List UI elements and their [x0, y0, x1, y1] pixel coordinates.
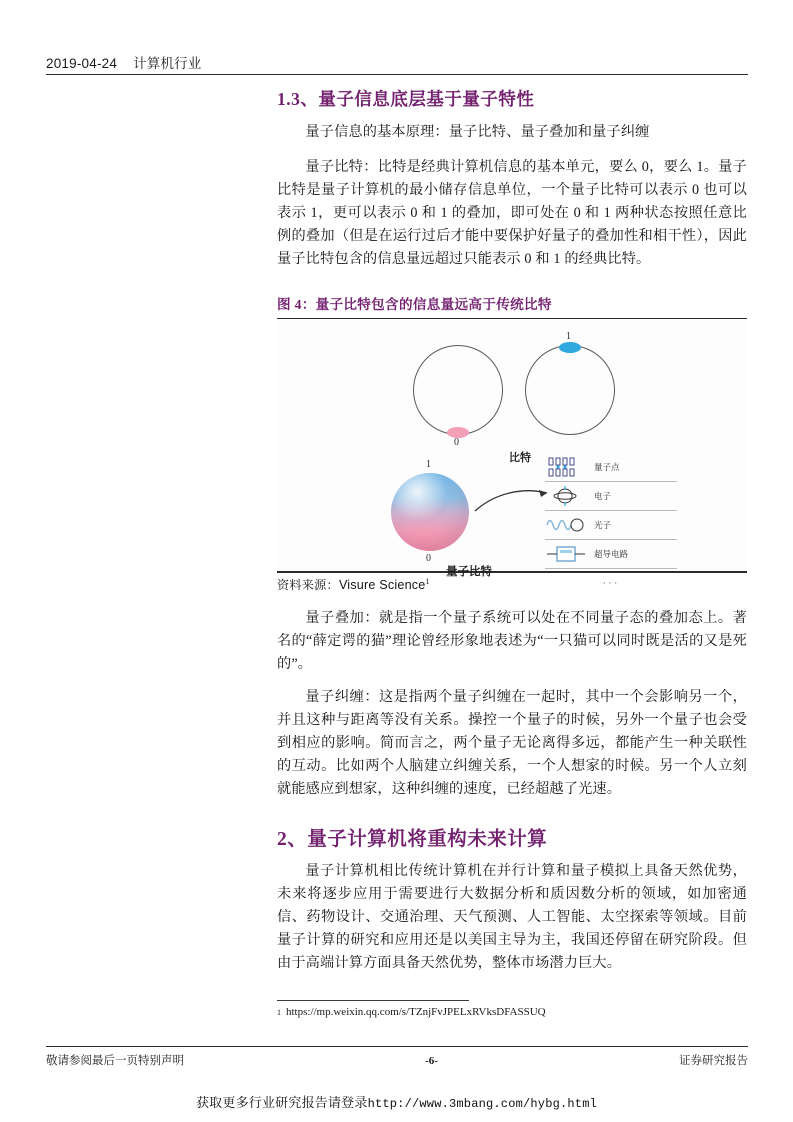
paragraph-superposition: 量子叠加：就是指一个量子系统可以处在不同量子态的叠加态上。著名的“薛定谔的猫”理论曾经形象地表述为“一只猫可以同时既是活的又是死的”。 — [277, 609, 747, 672]
impl-label-photon: 光子 — [594, 520, 612, 531]
footnote-marker: 1 — [277, 1008, 281, 1017]
bit-dot-one-icon — [559, 342, 581, 353]
exhibit-source-label: 资料来源： — [277, 577, 339, 592]
impl-label-electron: 电子 — [594, 491, 612, 502]
paragraph-basic-principles: 量子信息的基本原理：量子比特、量子叠加和量子纠缠 — [305, 123, 650, 140]
impl-row-photon — [545, 511, 677, 540]
impl-label-superconducting-circuit: 超导电路 — [594, 549, 629, 560]
section-heading-1-3: 1.3、量子信息底层基于量子特性 — [277, 89, 535, 109]
watermark-url[interactable]: http://www.3mbang.com/hybg.html — [367, 1097, 598, 1111]
footer-disclaimer: 敬请参阅最后一页特别声明 — [46, 1055, 184, 1067]
running-header — [46, 52, 748, 72]
page-number: -6- — [425, 1055, 438, 1067]
qubit-label-zero: 0 — [426, 553, 431, 565]
superconducting-circuit-icon — [545, 542, 587, 566]
section-heading-2: 2、量子计算机将重构未来计算 — [277, 828, 548, 850]
qubit-diagram — [373, 459, 533, 579]
header-rule — [46, 74, 748, 75]
footnote-area — [277, 1000, 747, 1018]
header-industry: 计算机行业 — [133, 56, 202, 71]
bloch-sphere-icon — [391, 473, 469, 551]
exhibit-caption: 图 4：量子比特包含的信息量远高于传统比特 — [277, 296, 552, 312]
watermark-prefix: 获取更多行业研究报告请登录 — [195, 1095, 368, 1110]
content-column — [277, 88, 747, 977]
footer-report-type: 证券研究报告 — [678, 1055, 748, 1067]
electron-icon — [545, 484, 587, 508]
exhibit-figure-4 — [277, 293, 747, 593]
bit-circle-one — [525, 345, 615, 435]
impl-row-more: ··· — [602, 577, 620, 590]
paragraph-quantum-computer-future: 量子计算机相比传统计算机在并行计算和量子模拟上具备天然优势，未来将逐步应用于需要进行大数据分析和质因数分析的领域，如加密通信、药物设计、交通治理、天气预测、人工智能、太空探索等领域。目前量子计算的研究和应用还是以美国主导为主，我国还停留在研究阶段。但由于高端计算方面具备天然优势，整体市场潜力巨大。 — [277, 863, 747, 972]
classical-bit-diagram — [395, 331, 645, 465]
header-date: 2019-04-24 — [46, 56, 118, 71]
impl-row-superconducting-circuit — [545, 540, 677, 569]
page-footer — [46, 1046, 748, 1068]
footer-rule — [46, 1046, 748, 1047]
paragraph-entanglement: 量子纠缠：这是指两个量子纠缠在一起时，其中一个会影响另一个，并且这种与距离等没有关系。操控一个量子的时候，另外一个量子也会受到相应的影响。简而言之，两个量子无论离得多远，都能产生一种关联性的互动。比如两个人脑建立纠缠关系，一个人想家的时候。另一个人立刻就能感应到想家，这种纠缠的速度，已经超越了光速。 — [277, 688, 747, 797]
bit-circle-zero — [413, 345, 503, 435]
paragraph-qubit: 量子比特：比特是经典计算机信息的基本单元，要么 0，要么 1。量子比特是量子计算机的最小储存信息单位，一个量子比特可以表示 0 也可以表示 1，更可以表示 0 和 1 的叠加，即可处在 0 和 1 两种状态按照任意比例的叠加（但是在运行过后才能中要保护好量子的叠加性和相干性），因此量子比特包含的信息量远超过只能表示 0 和 1 的经典比特。 — [277, 158, 747, 267]
impl-label-quantum-dot: 量子点 — [594, 462, 620, 473]
impl-row-quantum-dot — [545, 453, 677, 482]
bit-label-one: 1 — [566, 331, 571, 343]
qubit-label-one: 1 — [426, 459, 431, 471]
exhibit-source-value: Visure Science — [338, 577, 426, 592]
watermark — [0, 1092, 793, 1111]
exhibit-source-footnote-marker: 1 — [425, 576, 430, 586]
bit-label-zero: 0 — [454, 437, 459, 449]
footnote-separator — [277, 1000, 469, 1001]
qubit-title: 量子比特 — [446, 566, 492, 579]
qubit-implementation-list — [545, 453, 677, 597]
footnote-url[interactable]: https://mp.weixin.qq.com/s/TZnjFvJPELxRVksDFASSUQ — [286, 1006, 546, 1018]
footnote-1 — [277, 1006, 747, 1018]
impl-row-electron — [545, 482, 677, 511]
photon-icon — [545, 513, 587, 537]
classical-bit-title: 比特 — [509, 452, 531, 465]
quantum-dot-icon — [545, 455, 587, 479]
